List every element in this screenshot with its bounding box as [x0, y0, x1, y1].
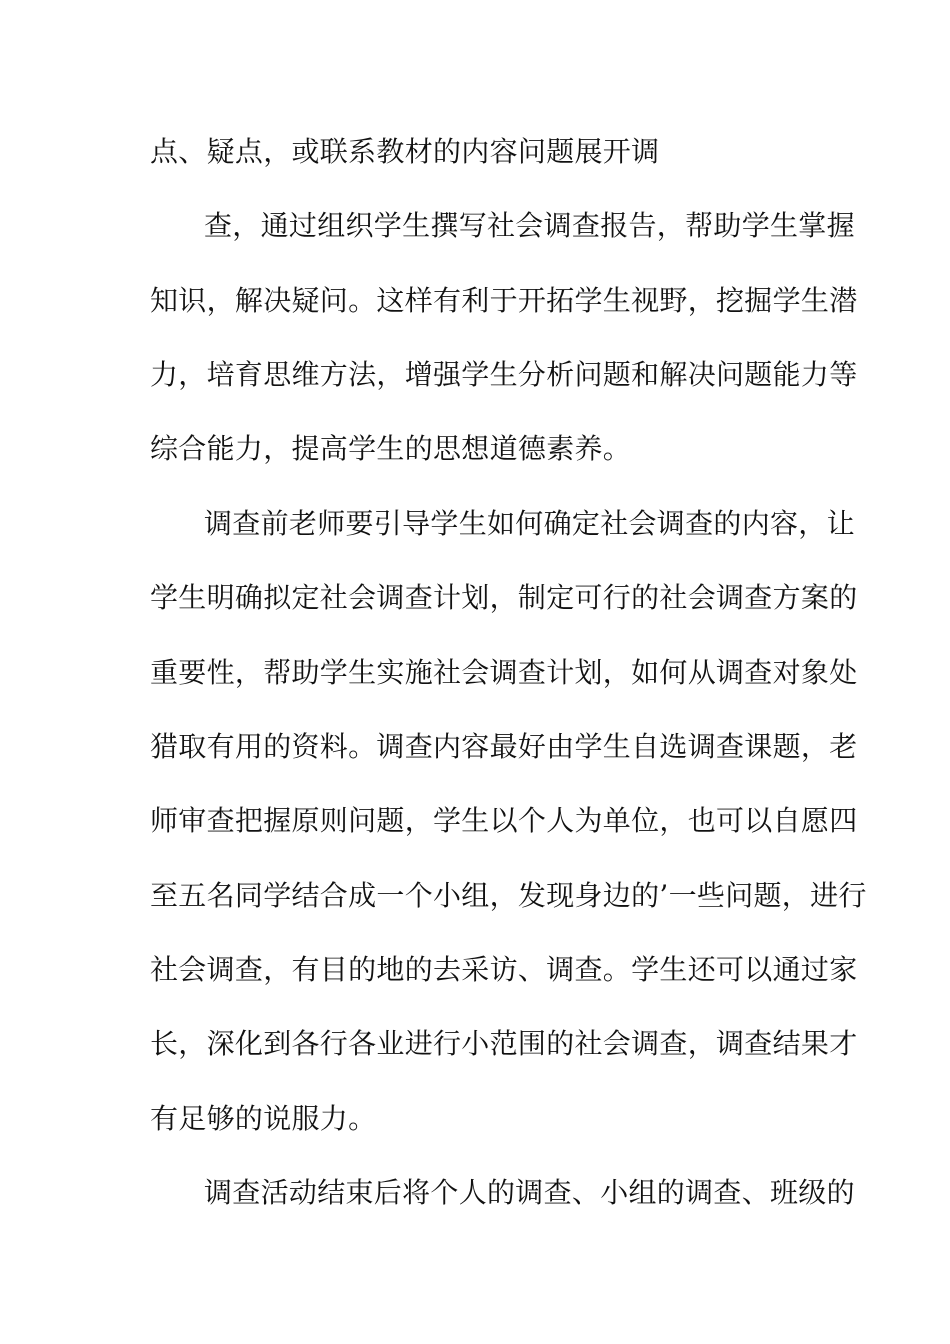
text-line: 师审查把握原则问题，学生以个人为单位，也可以自愿四: [150, 804, 858, 837]
text-line: 学生明确拟定社会调查计划，制定可行的社会调查方案的: [150, 581, 858, 614]
text-line: 至五名同学结合成一个小组，发现身边的’一些问题，进行: [150, 879, 867, 912]
text-line: 力，培育思维方法，增强学生分析问题和解决问题能力等: [150, 358, 858, 391]
paragraph-first-line: 调查前老师要引导学生如何确定社会调查的内容，让: [204, 507, 855, 540]
text-line: 点、疑点，或联系教材的内容问题展开调: [150, 135, 660, 168]
text-line: 综合能力，提高学生的思想道德素养。: [150, 432, 632, 465]
paragraph-first-line: 调查活动结束后将个人的调查、小组的调查、班级的: [204, 1176, 855, 1209]
text-line: 社会调查，有目的地的去采访、调查。学生还可以通过家: [150, 953, 858, 986]
text-line: 有足够的说服力。: [150, 1102, 377, 1135]
text-line: 长，深化到各行各业进行小范围的社会调查，调查结果才: [150, 1027, 858, 1060]
text-line: 知识，解决疑问。这样有利于开拓学生视野，挖掘学生潜: [150, 284, 858, 317]
paragraph-line: 查，通过组织学生撰写社会调查报告，帮助学生掌握: [204, 209, 855, 242]
text-line: 猎取有用的资料。调查内容最好由学生自选调查课题，老: [150, 730, 858, 763]
text-line: 重要性，帮助学生实施社会调查计划，如何从调查对象处: [150, 656, 858, 689]
